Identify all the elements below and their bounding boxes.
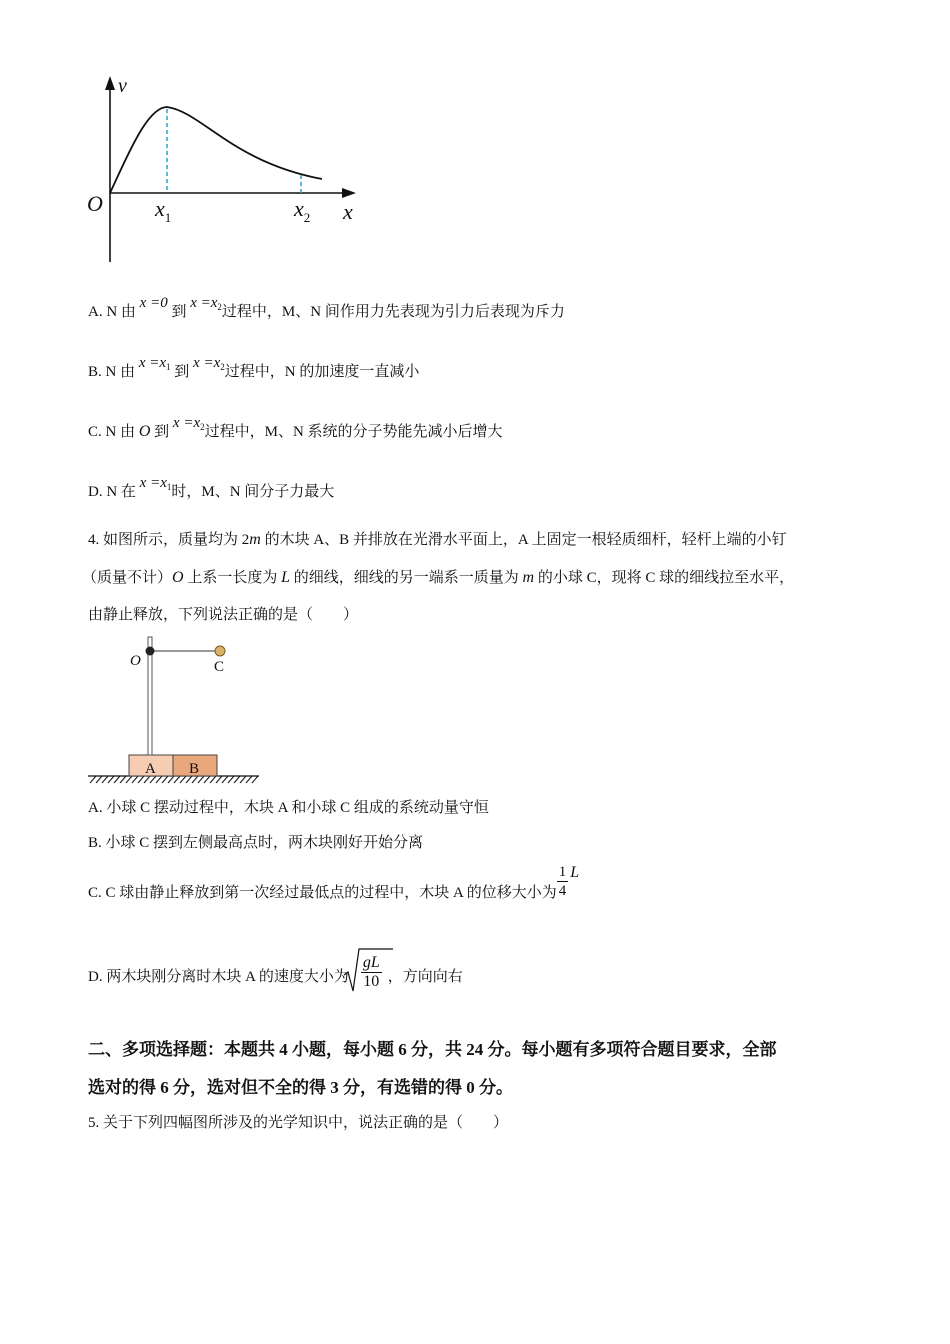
sqrt-gl-over-10: $\frac{gL}{10}$ [349, 947, 382, 997]
section-2-heading [88, 1031, 878, 1107]
q4-option-d: D. 两木块刚分离时木块 A 的速度大小为 $\frac{gL}{10}$ ，方向向右 [88, 952, 463, 1002]
q4-option-b: B. 小球 C 摆到左侧最高点时，两木块刚好开始分离 [88, 835, 424, 851]
section-2-heading-line-1: 二、多项选择题：本题共 4 小题，每小题 6 分，共 24 分。每小题有多项符合题目要求，全部 [88, 1040, 777, 1059]
q3-option-c: C. N 由 O 到 $x =x_2$过程中，M、N 系统的分子势能先减小后增大 [88, 415, 503, 440]
x-axis-arrow [342, 188, 356, 198]
q4-option-c: C. C 球由静止释放到第一次经过最低点的过程中，木块 A 的位移大小为 $\frac{1}{4}$ L [88, 864, 580, 901]
q5-stem: 5. 关于下列四幅图所涉及的光学知识中，说法正确的是（ ） [88, 1115, 509, 1131]
section-2-heading-line-2: 选对的得 6 分，选对但不全的得 3 分，有选错的得 0 分。 [88, 1078, 513, 1097]
q4-line-2: （质量不计）O 上系一长度为 L 的细线，细线的另一端系一质量为 m 的小球 C，现将 C 球的细线拉至水平， [82, 569, 795, 586]
q4-line-1: 4. 如图所示，质量均为 2m 的木块 A、B 并排放在光滑水平面上，A 上固定一根轻质细杆，轻杆上端的小钉 [88, 531, 787, 548]
q4-line-3: 由静止释放，下列说法正确的是（ ） [88, 607, 359, 623]
x-label: x [343, 199, 353, 224]
block-a-label: A [145, 761, 156, 777]
origin-label: O [87, 191, 103, 216]
c-label: C [214, 659, 225, 675]
math-x-eq-x1: $x =x_1$ [139, 475, 172, 492]
x2-label: $x_2$ [294, 196, 311, 225]
math-x-eq-0: x =0 [139, 295, 168, 311]
o-label: O [130, 653, 141, 669]
pendulum-figure [86, 633, 266, 788]
velocity-curve [110, 107, 322, 193]
v-x-graph [82, 72, 372, 267]
q3-option-d: D. N 在 $x =x_1$时，M、N 间分子力最大 [88, 475, 335, 500]
q4-stem [82, 521, 878, 634]
nail-o [146, 647, 155, 656]
v-label: v [118, 75, 127, 97]
ground-hatching [90, 776, 258, 783]
q3-option-b: B. N 由 $x =x_1$ 到 $x =x_2$过程中，N 的加速度一直减小 [88, 355, 420, 380]
q3-option-a: A. N 由 x =0 到 $x =x_2$过程中，M、N 间作用力先表现为引力后表现为斥力 [88, 295, 565, 320]
math-x-eq-x2: $x =x_2$ [172, 415, 205, 432]
q4-option-a: A. 小球 C 摆动过程中，木块 A 和小球 C 组成的系统动量守恒 [88, 800, 489, 816]
fraction-one-quarter: $\frac{1}{4}$ [558, 864, 567, 900]
math-x-eq-x2: $x =x_2$ [193, 355, 225, 372]
ball-c [215, 646, 225, 656]
v-axis-arrow [105, 76, 115, 90]
math-x-eq-x2: $x =x_2$ [190, 295, 222, 312]
block-b-label: B [189, 761, 200, 777]
math-x-eq-x1: $x =x_1$ [138, 355, 171, 372]
x1-label: $x_1$ [155, 196, 172, 225]
